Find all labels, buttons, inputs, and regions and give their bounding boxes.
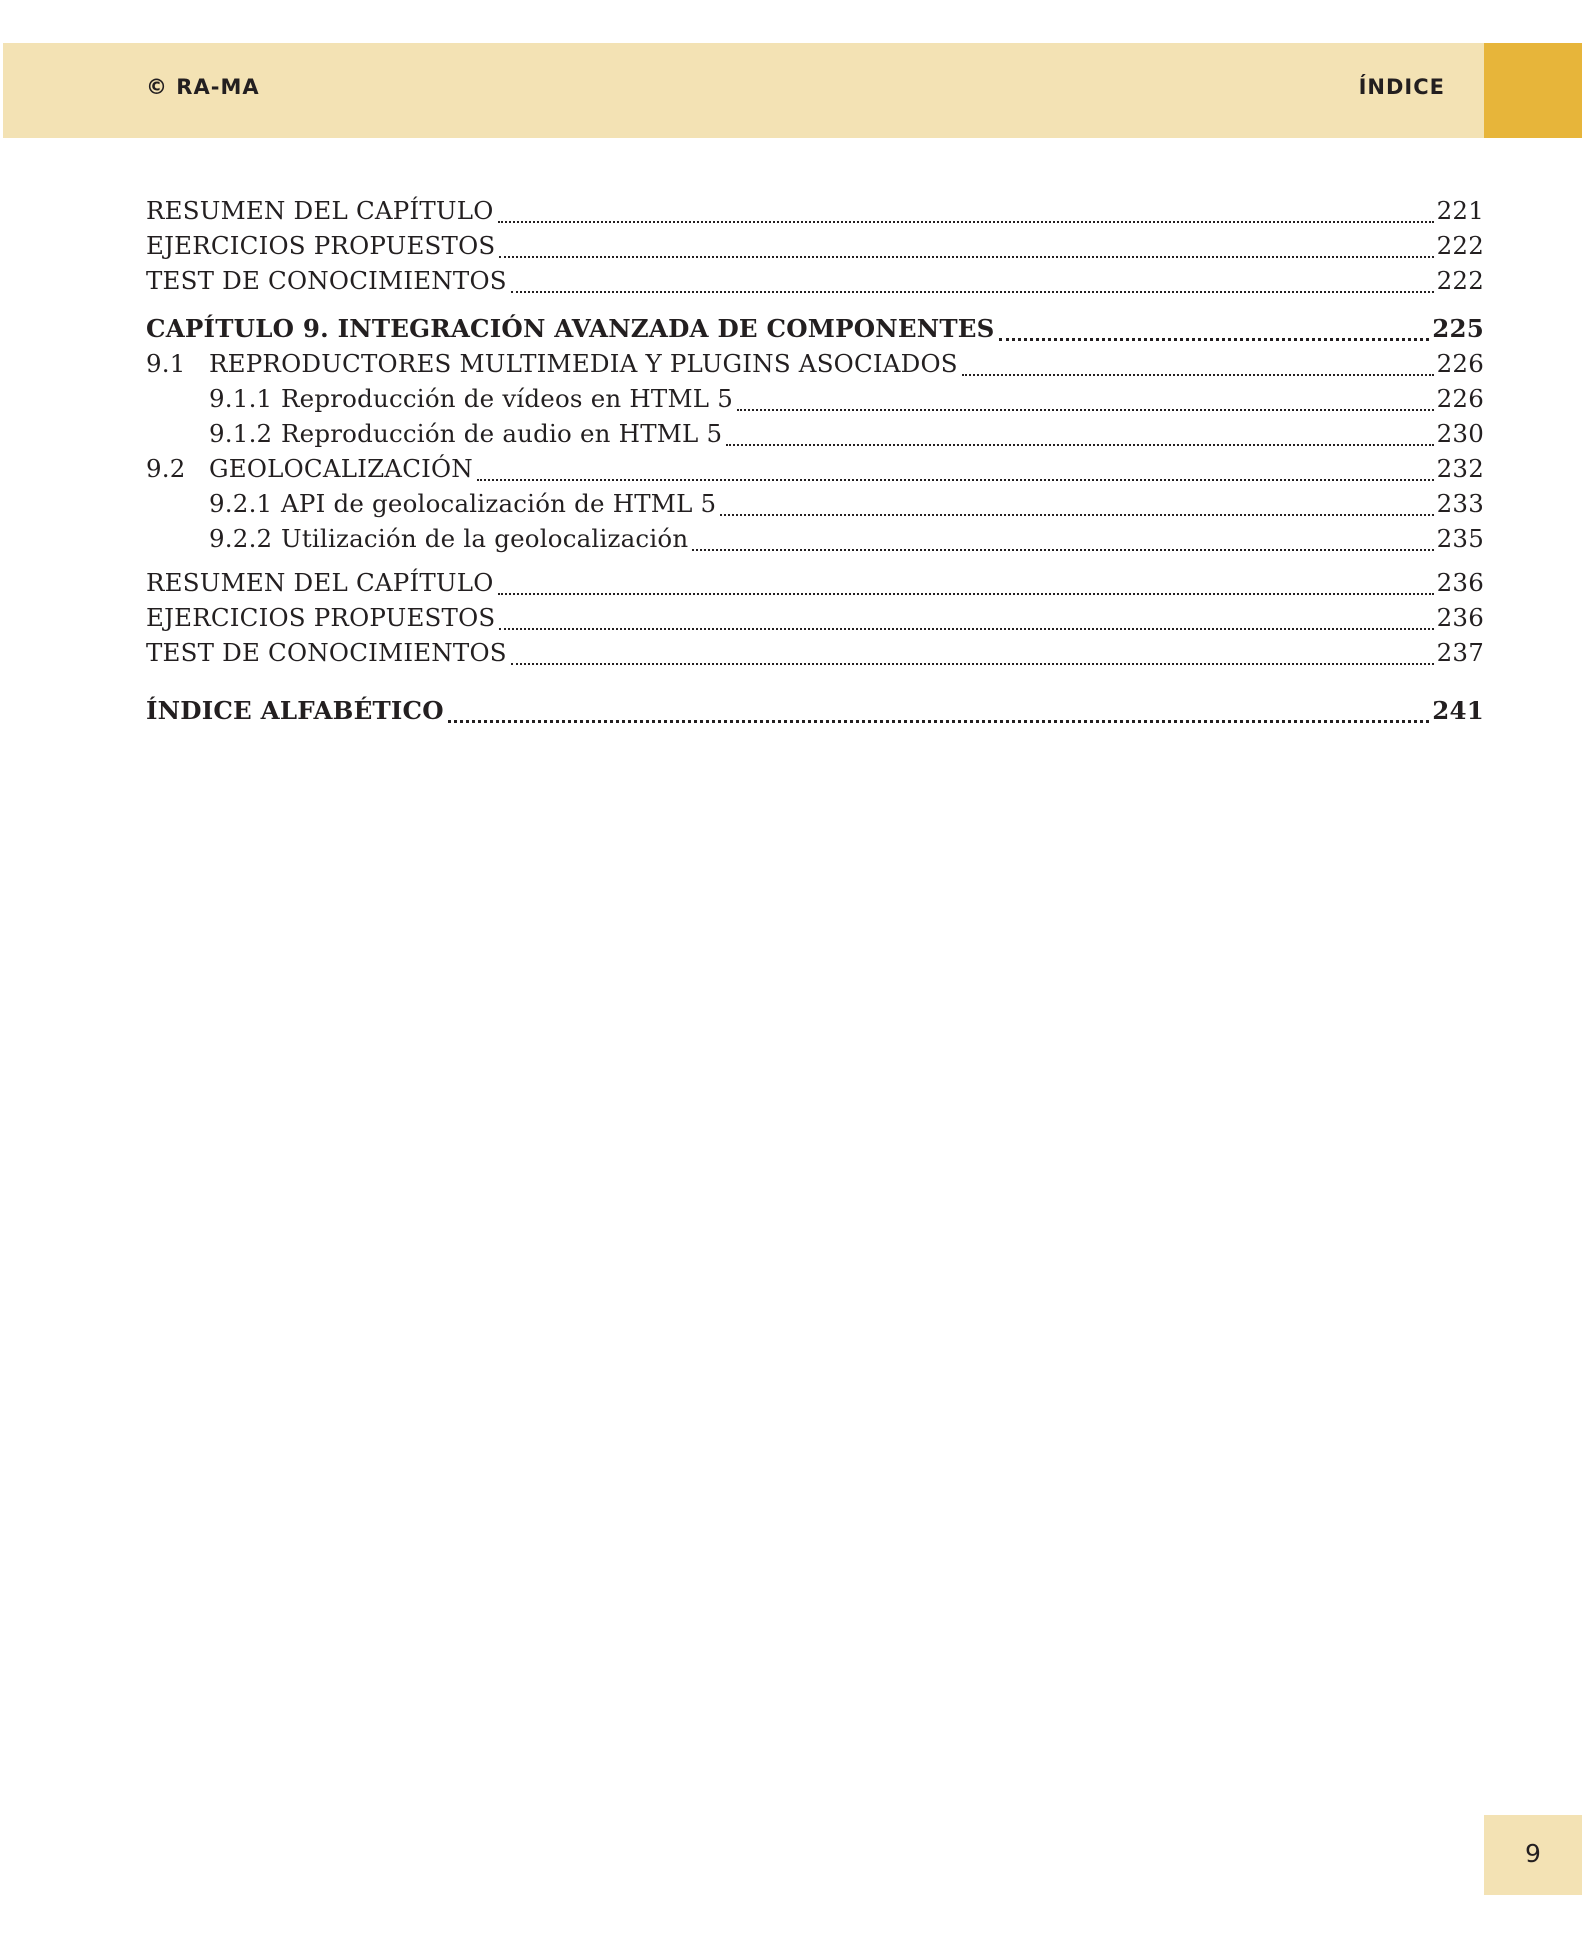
toc-entry-page: 237	[1436, 638, 1484, 667]
toc-section-number: 9.1.2	[209, 419, 273, 448]
toc-chapter-title: CAPÍTULO 9. INTEGRACIÓN AVANZADA DE COMPONENTES	[146, 314, 995, 343]
toc-section-number: 9.2.1	[209, 489, 273, 518]
toc-entry-subsection-9-1-2	[209, 419, 1484, 453]
toc-entry-resumen-2	[146, 568, 1484, 602]
toc-entry-page: 230	[1436, 419, 1484, 448]
toc-entry-ejercicios-2	[146, 603, 1484, 637]
toc-entry-test-2	[146, 638, 1484, 672]
toc-entry-indice-alfabetico	[146, 696, 1484, 730]
header-section-title: ÍNDICE	[1358, 75, 1445, 99]
toc-chapter-title: ÍNDICE ALFABÉTICO	[146, 696, 444, 725]
toc-leader-dots	[477, 461, 1434, 481]
toc-entry-title: GEOLOCALIZACIÓN	[209, 454, 473, 483]
toc-leader-dots	[498, 575, 1434, 595]
header-accent-block	[1484, 43, 1582, 138]
toc-entry-page: 222	[1436, 266, 1484, 295]
toc-section-number: 9.2	[146, 454, 186, 483]
toc-entry-page: 236	[1436, 603, 1484, 632]
toc-leader-dots	[692, 531, 1433, 551]
toc-entry-page: 221	[1436, 196, 1484, 225]
toc-section-number: 9.1.1	[209, 384, 273, 413]
toc-entry-page: 235	[1436, 524, 1484, 553]
toc-entry-title: Reproducción de vídeos en HTML 5	[281, 384, 733, 413]
toc-entry-title: EJERCICIOS PROPUESTOS	[146, 231, 496, 260]
toc-entry-page: 241	[1432, 696, 1484, 725]
toc-leader-dots	[511, 273, 1434, 293]
toc-leader-dots	[726, 426, 1433, 446]
toc-entry-chapter-9	[146, 314, 1484, 348]
toc-leader-dots	[499, 238, 1433, 258]
toc-leader-dots	[511, 645, 1434, 665]
toc-entry-resumen-1	[146, 196, 1484, 230]
toc-entry-page: 236	[1436, 568, 1484, 597]
header-publisher: © RA-MA	[146, 75, 260, 99]
toc-entry-title: RESUMEN DEL CAPÍTULO	[146, 196, 494, 225]
toc-leader-dots	[720, 496, 1433, 516]
toc-entry-page: 226	[1436, 349, 1484, 378]
toc-entry-ejercicios-1	[146, 231, 1484, 265]
toc-leader-dots	[499, 610, 1433, 630]
toc-entry-page: 232	[1436, 454, 1484, 483]
toc-leader-dots	[999, 321, 1430, 341]
toc-entry-title: Utilización de la geolocalización	[281, 524, 689, 553]
toc-entry-title: API de geolocalización de HTML 5	[281, 489, 717, 518]
toc-entry-title: RESUMEN DEL CAPÍTULO	[146, 568, 494, 597]
toc-entry-title: EJERCICIOS PROPUESTOS	[146, 603, 496, 632]
toc-entry-subsection-9-2-2	[209, 524, 1484, 558]
toc-entry-section-9-2	[146, 454, 1484, 488]
toc-entry-section-9-1	[146, 349, 1484, 383]
toc-leader-dots	[448, 703, 1429, 723]
toc-entry-page: 233	[1436, 489, 1484, 518]
toc-section-number: 9.1	[146, 349, 186, 378]
toc-entry-page: 225	[1432, 314, 1484, 343]
toc-leader-dots	[737, 391, 1434, 411]
toc-entry-test-1	[146, 266, 1484, 300]
toc-entry-subsection-9-2-1	[209, 489, 1484, 523]
toc-entry-title: Reproducción de audio en HTML 5	[281, 419, 723, 448]
toc-entry-title: TEST DE CONOCIMIENTOS	[146, 638, 507, 667]
toc-entry-title: TEST DE CONOCIMIENTOS	[146, 266, 507, 295]
toc-leader-dots	[498, 203, 1434, 223]
toc-entry-page: 222	[1436, 231, 1484, 260]
toc-entry-title: REPRODUCTORES MULTIMEDIA Y PLUGINS ASOCIADOS	[209, 349, 958, 378]
toc-entry-subsection-9-1-1	[209, 384, 1484, 418]
page-number: 9	[1525, 1839, 1541, 1868]
page-number-box	[1484, 1815, 1582, 1895]
toc-entry-page: 226	[1436, 384, 1484, 413]
toc-leader-dots	[962, 356, 1434, 376]
toc-section-number: 9.2.2	[209, 524, 273, 553]
